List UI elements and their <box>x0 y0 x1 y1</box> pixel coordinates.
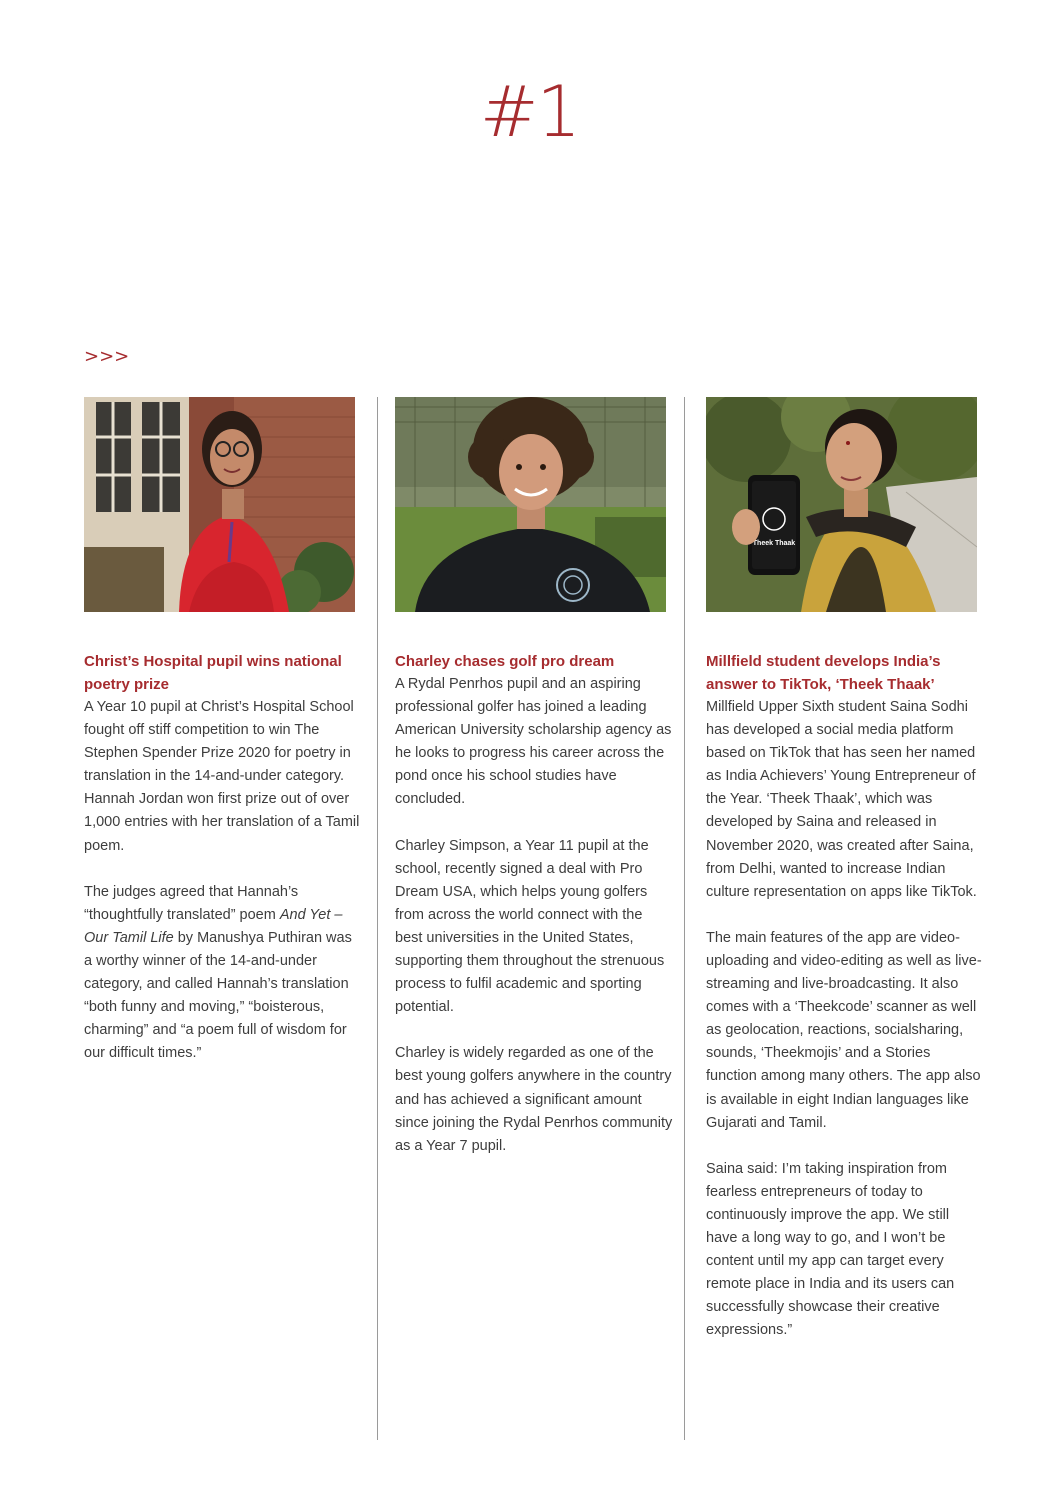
article-paragraph <box>84 881 362 1066</box>
article-rydal-penrhos <box>395 397 673 1181</box>
article-christs-hospital <box>84 397 362 1088</box>
article-paragraph: Millfield Upper Sixth student Saina Sodhi has developed a social media platform based on TikTok that has seen her named as India Achievers’ Young Entrepreneur of the Year. ‘Theek Thaak’, which was developed by Saina and released in November 2020, was created after Saina, from Delhi, wanted to increase Indian culture representation on apps like TikTok. <box>706 699 977 900</box>
poem-title: And Yet – Our Tamil Life <box>84 906 343 946</box>
article-headline: Christ’s Hospital pupil wins national poetry prize <box>84 653 342 693</box>
article-paragraph: A Rydal Penrhos pupil and an aspiring professional golfer has joined a leading American University scholarship agency as he looks to progress his career across the pond once his school studies have concluded. <box>395 676 672 808</box>
section-marker: >>> <box>84 346 130 367</box>
column-divider <box>377 397 378 1440</box>
article-headline: Charley chases golf pro dream <box>395 653 615 670</box>
article-millfield <box>706 397 984 1365</box>
paragraph-text: The judges agreed that Hannah’s “thoughtfully translated” poem <box>84 883 299 923</box>
paragraph-text: by Manushya Puthiran was a worthy winner of the 14-and-under category, and called Hannah’s translation “both funny and moving,” “boisterous, charming” and “a poem full of wisdom for our difficult times.” <box>84 929 352 1062</box>
column-divider <box>684 397 685 1440</box>
article-paragraph: Charley Simpson, a Year 11 pupil at the school, recently signed a deal with Pro Dream USA, which helps young golfers from across the world connect with the best universities in the United States, supporting them throughout the strenuous process to fulfil academic and sporting potential. <box>395 837 665 1016</box>
app-name-label: Theek Thaak <box>752 540 796 547</box>
photo-hannah-jordan <box>84 397 355 612</box>
article-paragraph: A Year 10 pupil at Christ’s Hospital School fought off stiff competition to win The Stephen Spender Prize 2020 for poetry in translation in the 14-and-under category. Hannah Jordan won first prize out of over 1,000 entries with her translation of a Tamil poem. <box>84 699 360 854</box>
article-paragraph: Saina said: I’m taking inspiration from fearless entrepreneurs of today to continuously improve the app. We still have a long way to go, and I won’t be content until my app can target every remote place in India and its users can successfully showcase their creative expressions.” <box>706 1160 955 1339</box>
photo-saina-sodhi <box>706 397 977 612</box>
article-paragraph: The main features of the app are video-uploading and video-editing as well as live-streaming and live-broadcasting. It also comes with a ‘Theekcode’ scanner as well as geolocation, reactions, socialsharing, sounds, ‘Theekmojis’ and a Stories function among many others. The app also is available in eight Indian languages like Gujarati and Tamil. <box>706 929 982 1131</box>
article-paragraph: Charley is widely regarded as one of the best young golfers anywhere in the country and has achieved a significant amount since joining the Rydal Penrhos community as a Year 7 pupil. <box>395 1045 673 1154</box>
photo-charley-simpson <box>395 397 666 612</box>
page-number: #1 <box>479 71 580 153</box>
article-headline: Millfield student develops India’s answer to TikTok, ‘Theek Thaak’ <box>706 653 941 693</box>
